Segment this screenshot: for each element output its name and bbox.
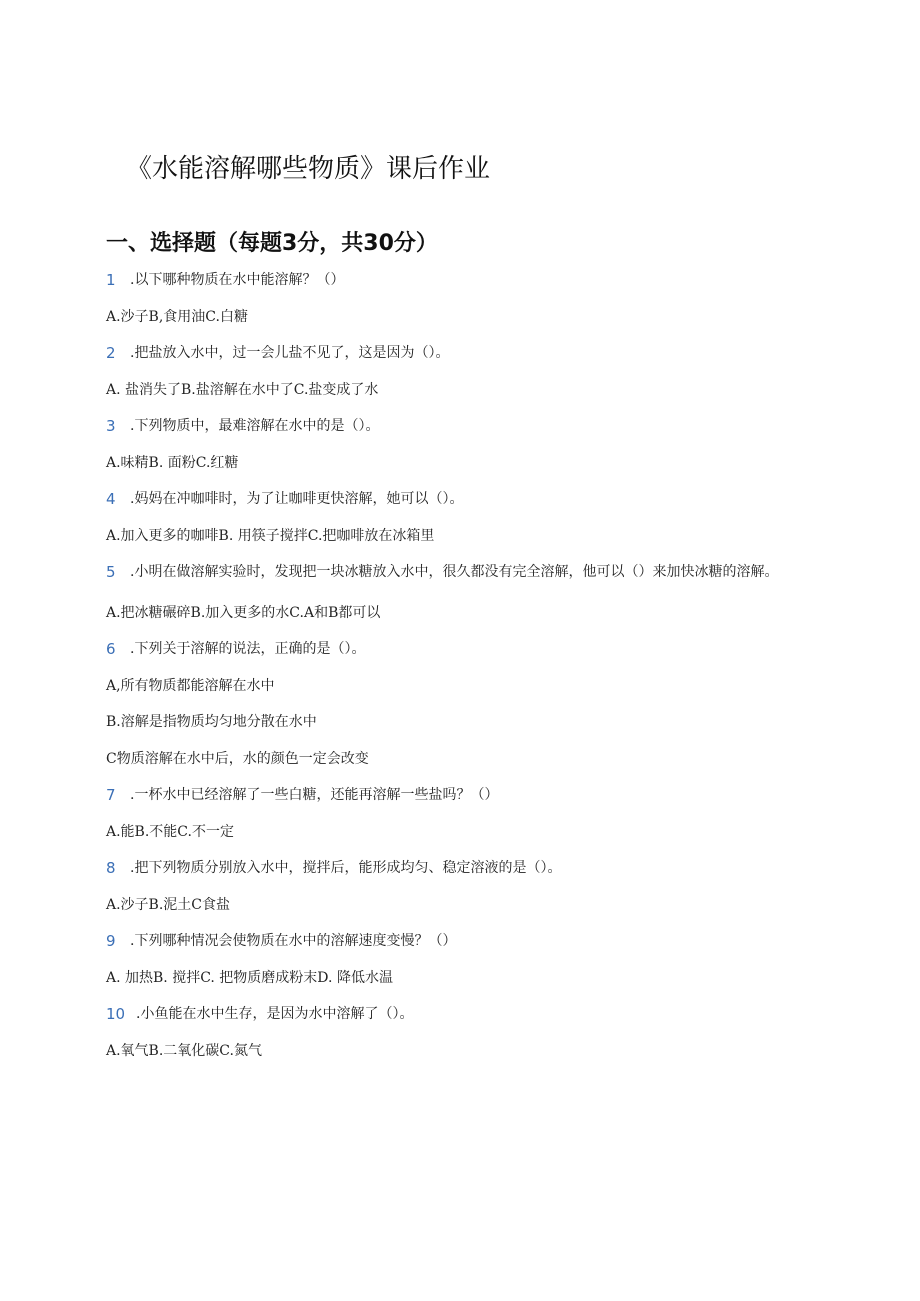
answer-options: A.能B.不能C.不一定 [106,823,234,840]
question-number: 8 [106,859,116,877]
question-list [106,270,816,1077]
answer-options: A.氧气B.二氧化碳C.氮气 [106,1042,262,1059]
question-text: .小明在做溶解实验时，发现把一块冰糖放入水中，很久都没有完全溶解，他可以（）来加快冰糖的溶解。 [130,564,779,580]
question-item [106,639,816,659]
answer-options: A.沙子B,食用油C.白糖 [106,308,248,325]
answer-options: C物质溶解在水中后，水的颜色一定会改变 [106,750,369,767]
question-number: 9 [106,932,116,950]
question-item [106,1004,816,1024]
question-number: 10 [106,1005,126,1023]
question-number: 7 [106,786,116,804]
question-text: .把下列物质分别放入水中，搅拌后，能形成均匀、稳定溶液的是（）。 [130,860,562,876]
question-text: .下列物质中，最难溶解在水中的是（）。 [130,418,380,434]
question-item [106,858,816,878]
question-number: 6 [106,640,116,658]
question-item [106,270,816,290]
question-number: 1 [106,271,116,289]
question-item [106,785,816,805]
question-item [106,931,816,951]
answer-options: A,所有物质都能溶解在水中 [106,677,275,694]
section-heading: 一、选择题（每题3分，共30分） [106,231,438,256]
question-item [106,562,816,586]
question-text: .一杯水中已经溶解了一些白糖，还能再溶解一些盐吗？（） [130,787,499,803]
question-number: 2 [106,344,116,362]
question-text: .把盐放入水中，过一会儿盐不见了，这是因为（）。 [130,345,450,361]
question-text: .小鱼能在水中生存，是因为水中溶解了（）。 [136,1006,414,1022]
answer-options: A. 加热B. 搅拌C. 把物质磨成粉末D. 降低水温 [106,969,393,986]
answer-options: B.溶解是指物质均匀地分散在水中 [106,714,317,730]
question-number: 5 [106,563,116,581]
answer-options: A.加入更多的咖啡B. 用筷子搅拌C.把咖啡放在冰箱里 [106,527,435,544]
answer-options: A.味精B. 面粉C.红糖 [106,454,239,471]
question-text: .下列哪种情况会使物质在水中的溶解速度变慢？（） [130,933,457,949]
question-number: 3 [106,417,116,435]
answer-options: A.沙子B.泥土C食盐 [106,896,231,913]
answer-options: A.把冰糖碾碎B.加入更多的水C.A和B都可以 [106,604,381,621]
question-item [106,489,816,509]
question-text: .妈妈在冲咖啡时，为了让咖啡更快溶解，她可以（）。 [130,491,464,507]
question-number: 4 [106,490,116,508]
question-text: .下列关于溶解的说法，正确的是（）。 [130,641,366,657]
question-item [106,416,816,436]
question-item [106,343,816,363]
page-title: 《水能溶解哪些物质》课后作业 [126,154,491,184]
answer-options: A. 盐消失了B.盐溶解在水中了C.盐变成了水 [106,381,379,398]
question-text: .以下哪种物质在水中能溶解？（） [130,272,345,288]
